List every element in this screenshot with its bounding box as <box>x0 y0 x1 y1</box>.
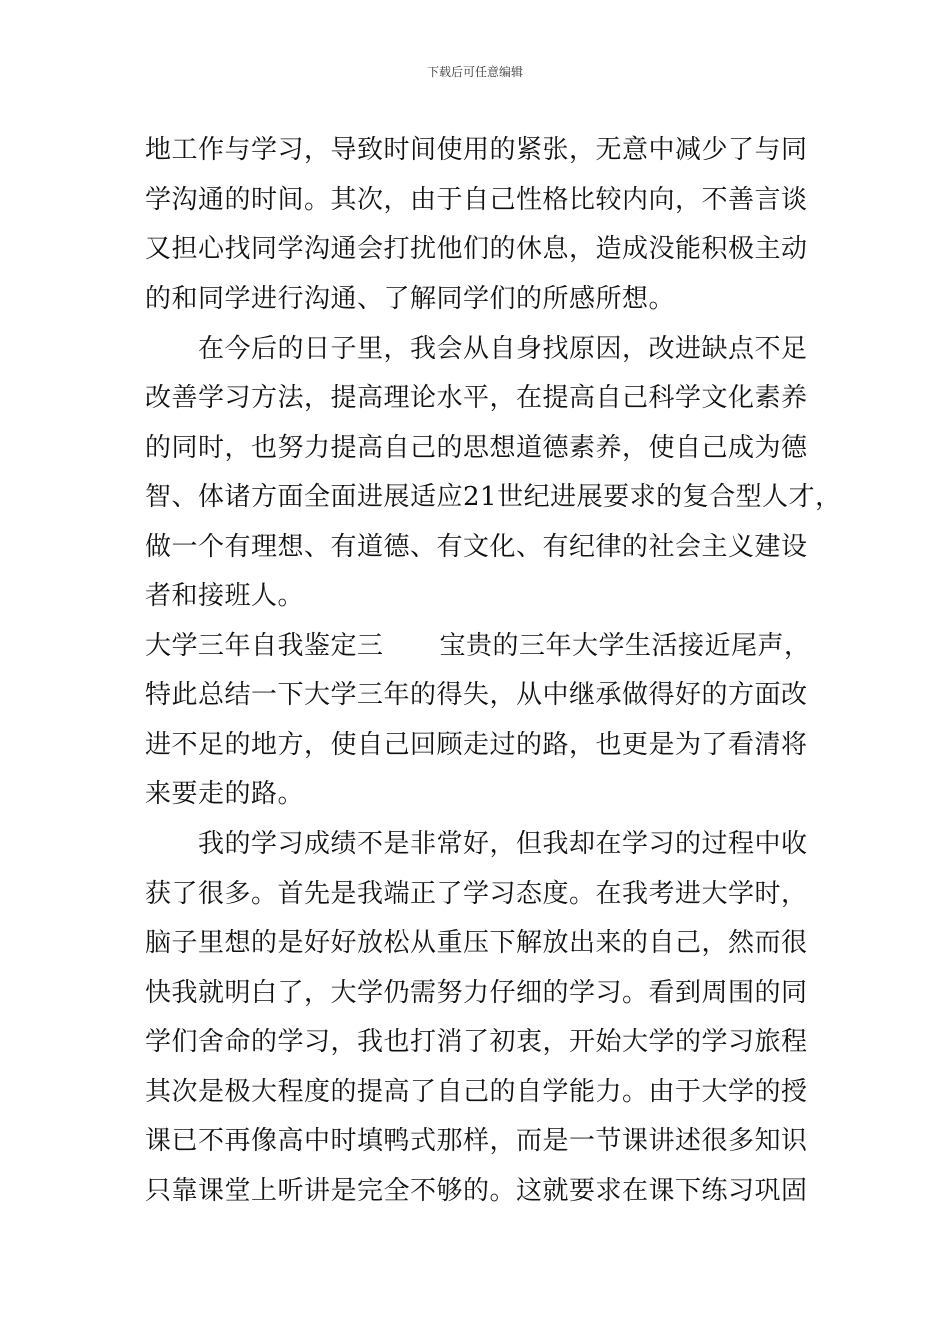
body-line: 的和同学进行沟通、了解同学们的所感所想。 <box>145 284 676 314</box>
body-line: 只靠课堂上听讲是完全不够的。这就要求在课下练习巩固 <box>145 1176 808 1206</box>
body-line: 来要走的路。 <box>145 779 305 809</box>
body-line: 特此总结一下大学三年的得失，从中继承做得好的方面改 <box>145 680 808 710</box>
body-line: 在今后的日子里，我会从自身找原因，改进缺点不足 <box>145 334 808 364</box>
body-line: 的同时，也努力提高自己的思想道德素养，使自己成为德 <box>145 433 808 463</box>
body-line: 智、体诸方面全面进展适应21世纪进展要求的复合型人才， <box>145 482 842 512</box>
body-line: 快我就明白了，大学仍需努力仔细的学习。看到周围的同 <box>145 978 808 1008</box>
body-line: 学沟通的时间。其次，由于自己性格比较内向，不善言谈 <box>145 185 808 215</box>
body-line: 获了很多。首先是我端正了学习态度。在我考进大学时， <box>145 879 808 909</box>
body-line: 做一个有理想、有道德、有文化、有纪律的社会主义建设 <box>145 532 808 562</box>
body-line: 我的学习成绩不是非常好，但我却在学习的过程中收 <box>145 829 808 859</box>
section-title: 大学三年自我鉴定三 <box>145 631 384 661</box>
section-line <box>145 629 811 663</box>
body-line: 其次是极大程度的提高了自己的自学能力。由于大学的授 <box>145 1077 808 1107</box>
body-line: 脑子里想的是好好放松从重压下解放出来的自己，然而很 <box>145 928 808 958</box>
body-line: 者和接班人。 <box>145 581 305 611</box>
body-line: 又担心找同学沟通会打扰他们的休息，造成没能积极主动 <box>145 234 808 264</box>
body-line: 课已不再像高中时填鸭式那样，而是一节课讲述很多知识 <box>145 1126 808 1156</box>
section-text: 宝贵的三年大学生活接近尾声， <box>439 631 811 661</box>
body-line: 改善学习方法，提高理论水平，在提高自己科学文化素养 <box>145 383 808 413</box>
page-header: 下载后可任意编辑 <box>426 65 523 79</box>
body-line: 进不足的地方，使自己回顾走过的路，也更是为了看清将 <box>145 730 808 760</box>
body-line: 地工作与学习，导致时间使用的紧张，无意中减少了与同 <box>145 135 808 165</box>
body-line: 学们舍命的学习，我也打消了初衷，开始大学的学习旅程 <box>145 1027 808 1057</box>
